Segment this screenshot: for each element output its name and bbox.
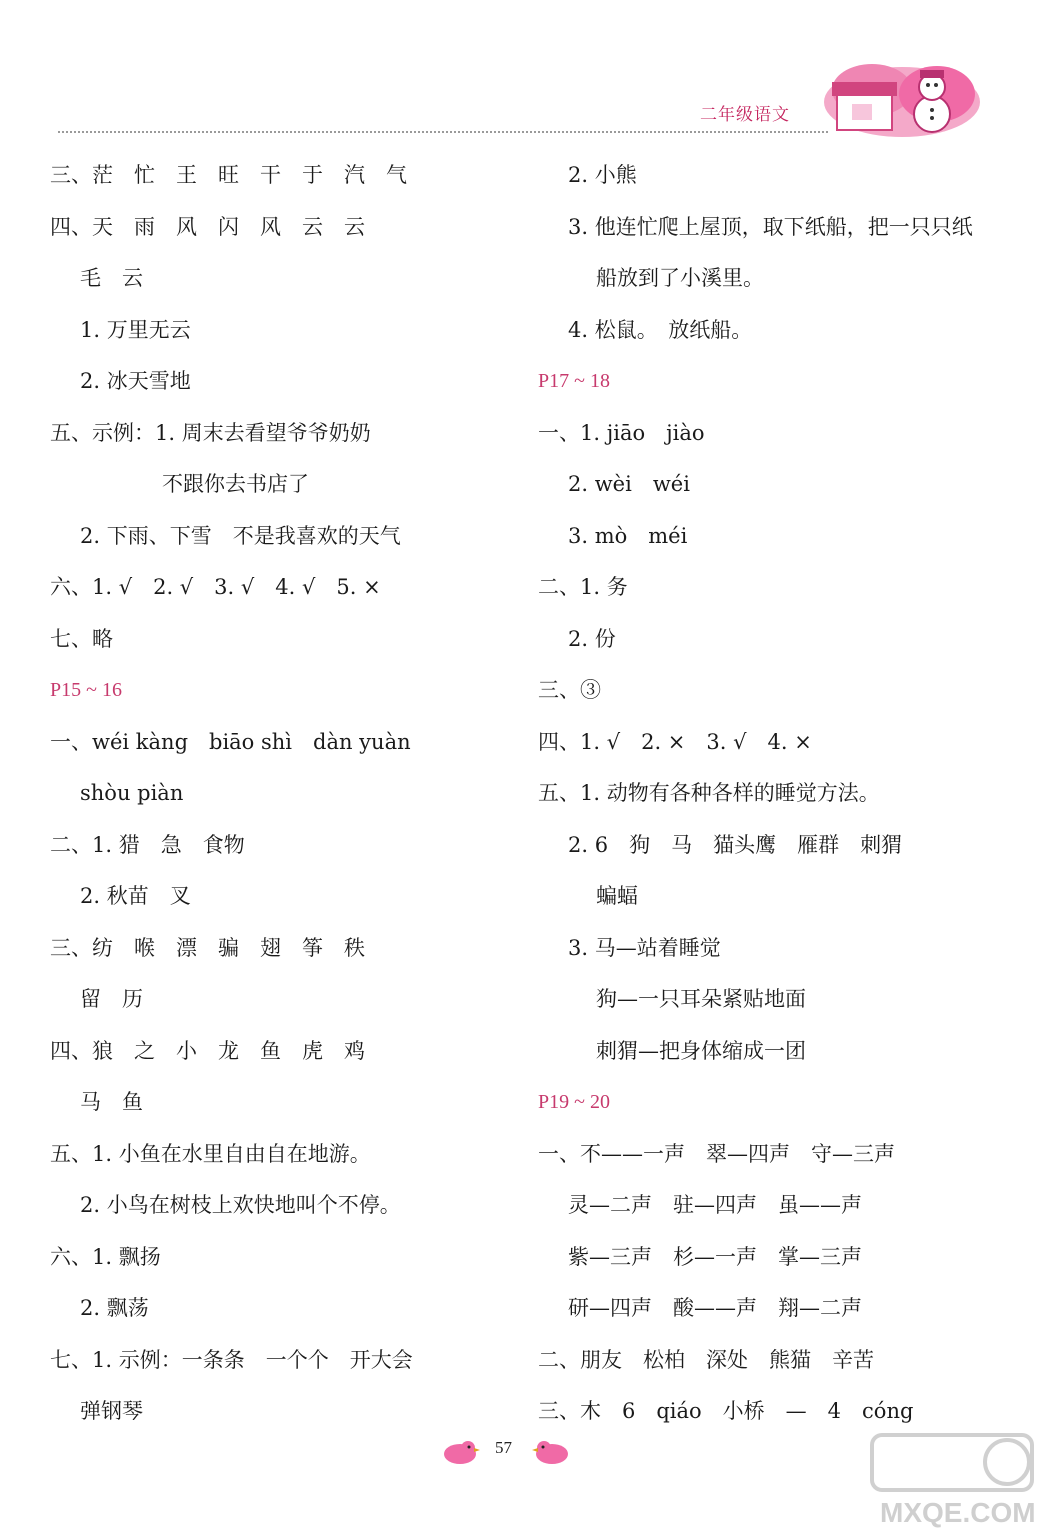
answer-line: 四、狼 之 小 龙 鱼 虎 鸡 [50, 1038, 365, 1063]
answer-line: 三、茫 忙 王 旺 干 于 汽 气 [50, 163, 407, 187]
answer-line: 马 鱼 [80, 1090, 143, 1114]
answer-line: 灵—二声 驻—四声 虽——声 [568, 1193, 862, 1217]
answer-line: 毛 云 [80, 266, 143, 290]
answer-line: 二、1. 务 [538, 575, 628, 599]
answer-line: 二、1. 猎 急 食物 [50, 832, 245, 857]
section-heading: P17 ~ 18 [538, 370, 610, 392]
bird-icon [532, 1436, 572, 1466]
answer-line: 2. 飘荡 [80, 1296, 149, 1320]
answer-line: 一、不——一声 翠—四声 守—三声 [538, 1141, 895, 1166]
answer-line: 五、1. 动物有各种各样的睡觉方法。 [538, 781, 880, 805]
answer-line: 七、1. 示例：一条条 一个个 开大会 [50, 1347, 413, 1372]
answer-line: 3. 他连忙爬上屋顶，取下纸船，把一只只纸 [568, 214, 973, 239]
answer-line: 五、1. 小鱼在水里自由自在地游。 [50, 1141, 371, 1166]
header-title: 二年级语文 [700, 105, 790, 125]
answer-line: 四、天 雨 风 闪 风 云 云 [50, 214, 365, 239]
answer-line: 留 历 [80, 987, 143, 1011]
answer-line: 六、1. √ 2. √ 3. √ 4. √ 5. × [50, 575, 381, 599]
answer-line: shòu piàn [80, 781, 184, 805]
watermark-text: MXQE.COM [880, 1497, 1036, 1528]
answer-line: 2. 秋苗 叉 [80, 884, 191, 908]
answer-line: 六、1. 飘扬 [50, 1244, 161, 1269]
answer-line: 七、略 [50, 626, 113, 651]
answer-line: 2. 6 狗 马 猫头鹰 雁群 刺猬 [568, 832, 903, 857]
answer-line: 四、1. √ 2. × 3. √ 4. × [538, 729, 812, 754]
answer-line: 1. 万里无云 [80, 317, 191, 342]
answer-line: 4. 松鼠。 放纸船。 [568, 317, 753, 342]
answer-column-right [538, 150, 1008, 1438]
answer-line: 三、纺 喉 漂 骗 翅 筝 秩 [50, 935, 365, 960]
answer-line: 研—四声 酸——声 翔—二声 [568, 1296, 862, 1320]
section-heading: P19 ~ 20 [538, 1091, 610, 1113]
bird-icon [440, 1436, 480, 1466]
answer-line: 2. 份 [568, 626, 616, 651]
answer-line: 三、木 6 qiáo 小桥 — 4 cóng [538, 1399, 914, 1423]
page-number: 57 [495, 1438, 512, 1457]
answer-line: 弹钢琴 [80, 1399, 143, 1423]
answer-line: 2. 下雨、下雪 不是我喜欢的天气 [80, 523, 401, 548]
answer-line: 2. 小鸟在树枝上欢快地叫个不停。 [80, 1193, 401, 1217]
answer-line: 刺猬—把身体缩成一团 [596, 1038, 806, 1063]
watermark-logo-icon [862, 1430, 1042, 1530]
answer-line: 蝙蝠 [596, 884, 638, 908]
answer-line: 2. wèi wéi [568, 472, 690, 496]
answer-line: 一、wéi kàng biāo shì dàn yuàn [50, 729, 411, 754]
answer-line: 五、示例：1. 周末去看望爷爷奶奶 [50, 420, 371, 445]
answer-line: 2. 冰天雪地 [80, 369, 191, 393]
answer-column-left [50, 150, 520, 1438]
answer-line: 2. 小熊 [568, 163, 637, 187]
answer-line: 三、③ [538, 678, 601, 702]
answer-line: 不跟你去书店了 [162, 472, 309, 496]
header-decoration-icon [812, 52, 982, 142]
answer-line: 3. mò méi [568, 523, 688, 548]
answer-line: 二、朋友 松柏 深处 熊猫 辛苦 [538, 1347, 874, 1372]
section-heading: P15 ~ 16 [50, 679, 122, 701]
answer-line: 紫—三声 杉—一声 掌—三声 [568, 1244, 862, 1269]
answer-line: 船放到了小溪里。 [596, 266, 764, 290]
answer-line: 一、1. jiāo jiào [538, 420, 705, 445]
answer-line: 3. 马—站着睡觉 [568, 935, 721, 960]
answer-line: 狗—一只耳朵紧贴地面 [596, 987, 806, 1011]
header-divider [58, 131, 828, 133]
